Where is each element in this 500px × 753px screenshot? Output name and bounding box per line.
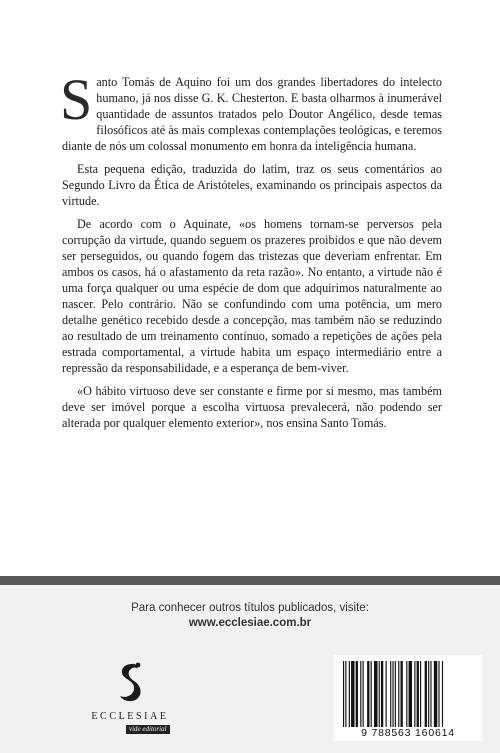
barcode-bar: [349, 661, 350, 727]
barcode-bar: [392, 661, 393, 727]
barcode-bar: [360, 661, 361, 727]
barcode-bar: [417, 661, 419, 727]
publisher-note: [110, 601, 390, 631]
isbn-barcode: [334, 655, 482, 741]
ecclesiae-mark-icon: [113, 661, 147, 707]
barcode-bar: [409, 661, 412, 727]
barcode-bar: [420, 661, 421, 727]
barcode-bar: [401, 661, 403, 727]
barcode-bar: [371, 661, 372, 727]
barcode-bar: [425, 661, 427, 727]
barcode-bar: [345, 661, 346, 727]
publisher-note-text: Para conhecer outros títulos publicados, visite:: [131, 602, 369, 614]
blurb-paragraph-2: Esta pequena edição, traduzida do latim, traz os seus comentários ao Segundo Livro da Ética de Aristóteles, examinando os principais aspectos da virtude.: [62, 162, 442, 208]
barcode-bar: [434, 661, 437, 727]
barcode-bar: [390, 661, 391, 727]
blurb-paragraph-4: «O hábito virtuoso deve ser constante e firme por si mesmo, mas também deve ser imóvel porque a escolha virtuosa prevalecerá, não podendo ser alterada por qualquer elemento exterior», nos ensina Santo Tomás.: [62, 384, 442, 430]
barcode-bar: [395, 661, 396, 727]
blurb-paragraph-1-text: anto Tomás de Aquino foi um dos grandes libertadores do intelecto humano, já nos disse G. K. Chesterton. E basta olharmos à inumerável quantidade de assuntos tratados pelo Doutor Angélico, desde temas filosóficos até às mais complexas contemplações teológicas, e teremos diante de nós um colossal monumento em honra da inteligência humana.: [62, 75, 442, 153]
barcode-bar: [430, 661, 431, 727]
barcode-bar: [398, 661, 399, 727]
barcode-bar: [367, 661, 369, 727]
isbn-number: 9 788563 160614: [361, 727, 455, 739]
publisher-logo: [82, 661, 178, 739]
barcode-bar: [379, 661, 380, 727]
barcode-bar: [438, 661, 439, 727]
drop-cap: S: [60, 67, 93, 132]
blurb-paragraph-3: De acordo com o Aquinate, «os homens tornam-se perversos pela corrupção da virtude, quando seguem os prazeres proibidos e que não devem ser perseguidos, ou quando fogem das tristezas que deveriam enfrentar. Em ambos os casos, há o afastamento da reta razão». No entanto, a virtude não é uma força qualquer ou uma espécie de dom que adquirimos naturalmente ao nascer. Pelo contrário. Não se confundindo com uma potência, um mero detalhe genético recebido desde a concepção, mas também não se reduzindo ao resultado de um treinamento contínuo, somado a repetições de ações pela estrada comportamental, a virtude habita um espaço intermediário entre a repressão da responsabilidade, e a esperança de bem-viver.: [62, 217, 442, 375]
barcode-bar: [343, 661, 344, 727]
barcode-bar: [414, 661, 415, 727]
barcode-bar: [351, 661, 354, 727]
imprint-label: vide editorial: [126, 725, 170, 734]
barcode-bars: [342, 661, 474, 727]
publisher-url-link[interactable]: www.ecclesiae.com.br: [188, 617, 312, 629]
barcode-bar: [363, 661, 364, 727]
publisher-name: ECCLESIAE: [91, 711, 169, 722]
barcode-bar: [356, 661, 358, 727]
barcode-bar: [386, 661, 387, 727]
barcode-bar: [374, 661, 377, 727]
barcode-bar: [442, 661, 443, 727]
blurb-text: [60, 67, 442, 438]
footer-divider: [0, 576, 500, 585]
barcode-bar: [381, 661, 383, 727]
blurb-paragraph-1: [60, 67, 442, 154]
barcode-bar: [428, 661, 429, 727]
barcode-bar: [406, 661, 407, 727]
